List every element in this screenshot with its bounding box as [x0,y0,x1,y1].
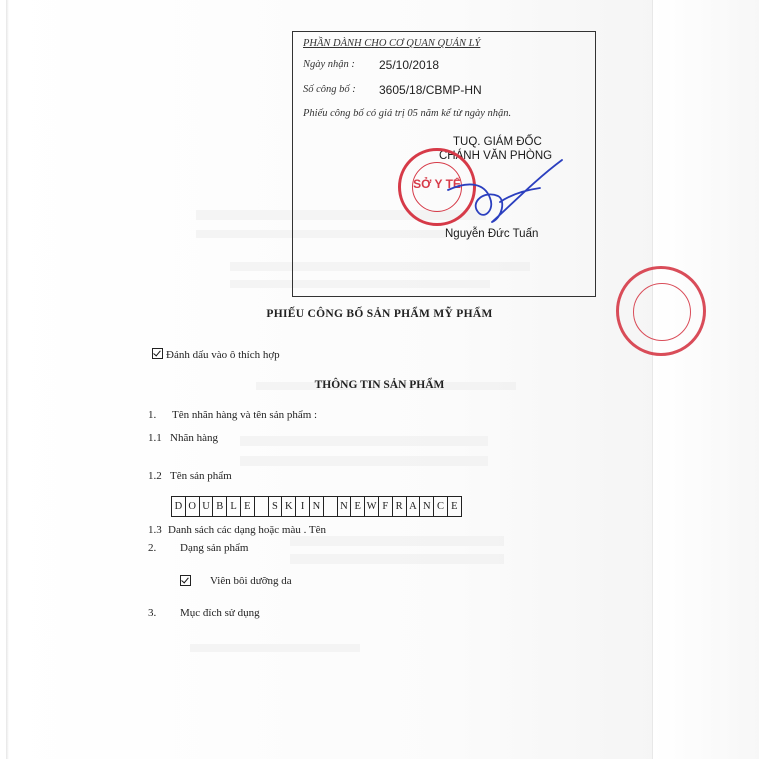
item-text: Dạng sản phẩm [180,542,249,554]
item-number: 2. [148,542,157,554]
char-box: E [448,497,462,516]
validity-note: Phiếu công bố có giá trị 05 năm kể từ ngày nhận. [303,108,512,119]
announcement-number: 3605/18/CBMP-HN [379,83,482,97]
checkbox-icon [152,348,163,359]
item-text: Mục đích sử dụng [180,607,260,619]
checkbox-icon [180,575,191,586]
bleed-through-text [290,554,504,564]
char-box: K [282,497,296,516]
item-number: 1.3 [148,524,162,536]
signature-scribble [440,150,570,240]
char-box: C [434,497,448,516]
stamp-label: SỞ Y TẾ [413,177,461,191]
char-box: D [172,497,186,516]
item-text: Nhãn hàng [170,432,218,444]
char-box: W [365,497,379,516]
document-title: PHIẾU CÔNG BỐ SẢN PHẨM MỸ PHẨM [266,308,493,320]
item-number: 3. [148,607,157,619]
char-box: N [338,497,352,516]
received-label: Ngày nhận : [303,59,355,70]
char-box: A [407,497,421,516]
char-box: I [296,497,310,516]
product-form-option [180,575,292,588]
char-box: F [379,497,393,516]
bleed-through-text [290,536,504,546]
number-label: Số công bố : [303,84,356,95]
char-box: N [420,497,434,516]
signer-name: Nguyễn Đức Tuấn [445,228,539,240]
section-title: THÔNG TIN SẢN PHẨM [314,379,445,391]
char-box: N [310,497,324,516]
check-instruction [152,348,280,361]
char-box [255,497,269,516]
product-form-label: Viên bôi dưỡng da [210,575,292,587]
product-name-boxes [171,496,462,517]
char-box [324,497,338,516]
bleed-through-text [190,644,360,652]
signer-title-1: TUQ. GIÁM ĐỐC [453,136,542,148]
item-number: 1.1 [148,432,162,444]
item-number: 1.2 [148,470,162,482]
admin-box-title: PHẦN DÀNH CHO CƠ QUAN QUẢN LÝ [303,38,481,49]
item-text: Danh sách các dạng hoặc màu . Tên [168,524,327,536]
char-box: S [269,497,283,516]
received-date: 25/10/2018 [379,58,440,72]
item-number: 1. [148,409,157,421]
bleed-through-text [240,436,488,446]
bleed-through-text [240,456,488,466]
char-box: B [213,497,227,516]
signer-title-2: CHÁNH VĂN PHÒNG [439,150,553,162]
char-box: E [351,497,365,516]
char-box: O [186,497,200,516]
item-text: Tên sản phẩm [170,470,232,482]
item-text: Tên nhãn hàng và tên sản phẩm : [172,409,318,421]
char-box: R [393,497,407,516]
char-box: L [227,497,241,516]
check-instruction-text: Đánh dấu vào ô thích hợp [166,349,280,361]
char-box: U [200,497,214,516]
char-box: E [241,497,255,516]
